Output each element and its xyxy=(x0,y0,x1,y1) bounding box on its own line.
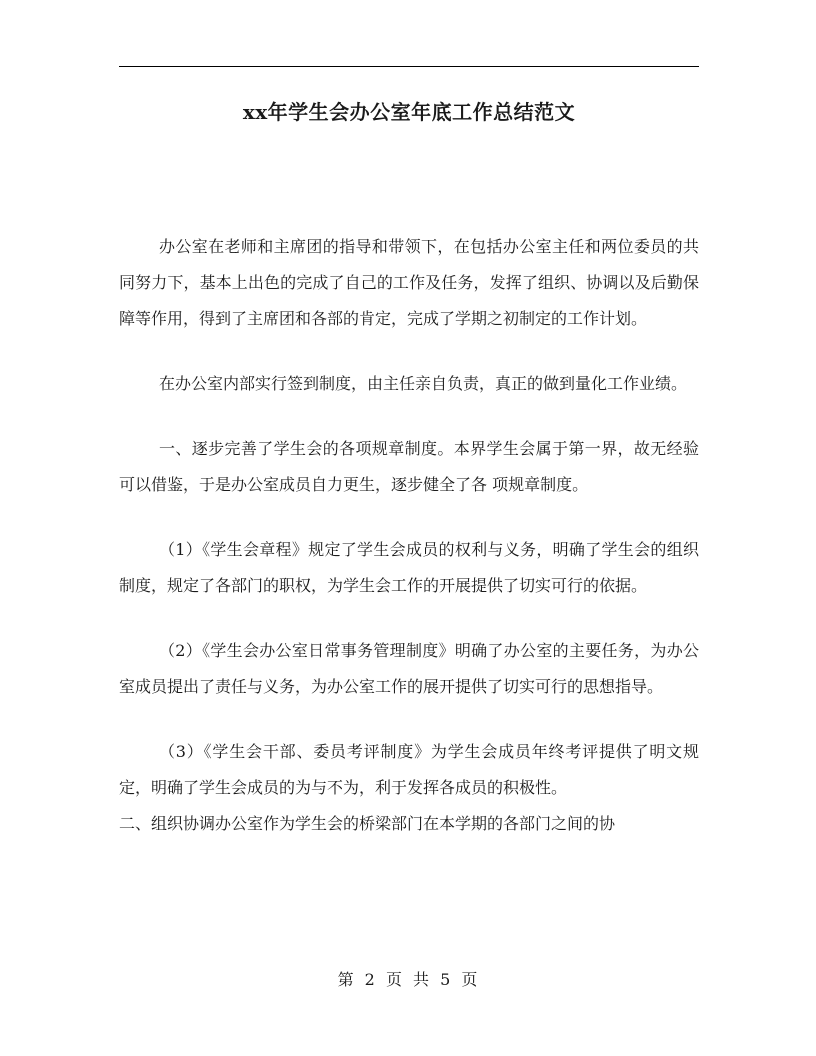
paragraph-item-1: （1）《学生会章程》规定了学生会成员的权利与义务，明确了学生会的组织制度，规定了各部门的职权，为学生会工作的开展提供了切实可行的依据。 xyxy=(119,540,699,595)
header-rule xyxy=(119,66,699,67)
paragraph-item-2: （2）《学生会办公室日常事务管理制度》明确了办公室的主要任务，为办公室成员提出了责任与义务，为办公室工作的展开提供了切实可行的思想指导。 xyxy=(119,641,699,696)
document-body xyxy=(119,229,699,842)
document-title: xx年学生会办公室年底工作总结范文 xyxy=(242,100,576,124)
paragraph-section-two: 二、组织协调办公室作为学生会的桥梁部门在本学期的各部门之间的协 xyxy=(119,814,616,833)
paragraph-sign-in: 在办公室内部实行签到制度，由主任亲自负责，真正的做到量化工作业绩。 xyxy=(159,374,688,393)
paragraph-item-3: （3）《学生会干部、委员考评制度》为学生会成员年终考评提供了明文规定，明确了学生会成员的为与不为，利于发挥各成员的积极性。 xyxy=(119,742,699,797)
page-number-footer: 第 2 页 共 5 页 xyxy=(337,970,481,989)
paragraph-intro: 办公室在老师和主席团的指导和带领下，在包括办公室主任和两位委员的共同努力下，基本上出色的完成了自己的工作及任务，发挥了组织、协调以及后勤保障等作用，得到了主席团和各部的肯定，完成了学期之初制定的工作计划。 xyxy=(119,237,699,328)
paragraph-section-one: 一、逐步完善了学生会的各项规章制度。本界学生会属于第一界，故无经验可以借鉴，于是办公室成员自力更生，逐步健全了各 项规章制度。 xyxy=(119,439,699,494)
